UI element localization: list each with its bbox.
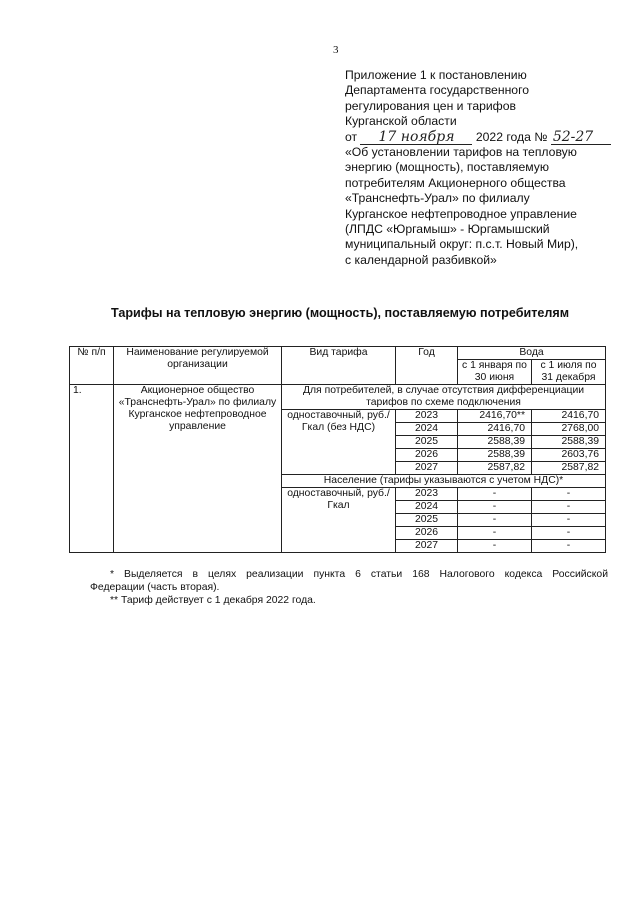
value-cell: 2768,00 — [532, 423, 606, 436]
value-cell: 2416,70 — [458, 423, 532, 436]
value-cell: - — [458, 527, 532, 540]
value-cell: - — [532, 501, 606, 514]
value-cell: - — [458, 501, 532, 514]
year-cell: 2026 — [396, 527, 458, 540]
appendix-line-4: Курганской области — [345, 114, 457, 129]
footnote-1-line-1: * Выделяется в целях реализации пункта 6 статьи 168 Налогового кодекса Российской — [110, 569, 608, 580]
org-name: Акционерное общество «Транснефть-Урал» по филиалу Курганское нефтепроводное управление — [114, 385, 282, 553]
section1-tariff-type: одноставочный, руб./Гкал (без НДС) — [282, 410, 396, 475]
section1-label: Для потребителей, в случае отсутствия дифференциации тарифов по схеме подключения — [282, 385, 606, 410]
value-cell: 2603,76 — [532, 449, 606, 462]
year-cell: 2024 — [396, 423, 458, 436]
subject-line-2: энергию (мощность), поставляемую — [345, 160, 550, 175]
footnotes — [90, 568, 608, 607]
header-period-2: с 1 июля по 31 декабря — [532, 360, 606, 385]
value-cell: 2416,70** — [458, 410, 532, 423]
subject-line-5: Курганское нефтепроводное управление — [345, 206, 577, 221]
header-water: Вода — [458, 347, 606, 360]
appendix-line-2: Департамента государственного — [345, 83, 530, 98]
value-cell: - — [458, 488, 532, 501]
subject-line-7: муниципальный округ: п.с.т. Новый Мир), — [345, 237, 579, 252]
value-cell: - — [532, 540, 606, 553]
header-tariff-type: Вид тарифа — [282, 347, 396, 385]
handwritten-date: 17 ноября — [360, 131, 472, 145]
value-cell: 2588,39 — [458, 436, 532, 449]
subject-line-1: «Об установлении тарифов на тепловую — [345, 145, 577, 160]
year-cell: 2023 — [396, 410, 458, 423]
section1-label-row — [70, 385, 606, 410]
handwritten-number: 52-27 — [551, 131, 611, 145]
row-number: 1. — [70, 385, 114, 553]
year-cell: 2025 — [396, 436, 458, 449]
footnote-2: ** Тариф действует с 1 декабря 2022 года. — [110, 595, 316, 606]
appendix-line-3: регулирования цен и тарифов — [345, 98, 516, 113]
year-cell: 2025 — [396, 514, 458, 527]
subject-line-4: «Транснефть-Урал» по филиалу — [345, 191, 530, 206]
tariff-table — [69, 346, 606, 553]
section2-tariff-type: одноставочный, руб./Гкал — [282, 488, 396, 553]
header-num: № п/п — [70, 347, 114, 385]
appendix-line-1: Приложение 1 к постановлению — [345, 68, 527, 82]
value-cell: 2416,70 — [532, 410, 606, 423]
header-org: Наименование регулируемой организации — [114, 347, 282, 385]
header-period-1: с 1 января по 30 июня — [458, 360, 532, 385]
subject-line-6: (ЛПДС «Юргамыш» - Юргамышский — [345, 222, 550, 237]
document-title: Тарифы на тепловую энергию (мощность), поставляемую потребителям — [110, 306, 570, 320]
year-cell: 2024 — [396, 501, 458, 514]
year-cell: 2023 — [396, 488, 458, 501]
value-cell: - — [458, 540, 532, 553]
value-cell: - — [532, 514, 606, 527]
year-cell: 2027 — [396, 540, 458, 553]
subject-line-3: потребителям Акционерного общества — [345, 175, 566, 190]
decree-date-line — [345, 130, 615, 145]
header-year: Год — [396, 347, 458, 385]
year-text: 2022 года № — [475, 129, 548, 144]
footnote-1-line-2: Федерации (часть вторая). — [90, 582, 220, 593]
section2-label: Население (тарифы указываются с учетом НДС)* — [282, 475, 606, 488]
value-cell: 2587,82 — [458, 462, 532, 475]
value-cell: 2587,82 — [532, 462, 606, 475]
value-cell: 2588,39 — [458, 449, 532, 462]
from-label: от — [345, 129, 358, 144]
page-number: 3 — [333, 44, 339, 56]
subject-line-8: с календарной разбивкой» — [345, 252, 497, 267]
value-cell: - — [532, 527, 606, 540]
value-cell: 2588,39 — [532, 436, 606, 449]
header-row-1 — [70, 347, 606, 360]
year-cell: 2027 — [396, 462, 458, 475]
value-cell: - — [532, 488, 606, 501]
year-cell: 2026 — [396, 449, 458, 462]
appendix-block — [345, 68, 615, 268]
value-cell: - — [458, 514, 532, 527]
